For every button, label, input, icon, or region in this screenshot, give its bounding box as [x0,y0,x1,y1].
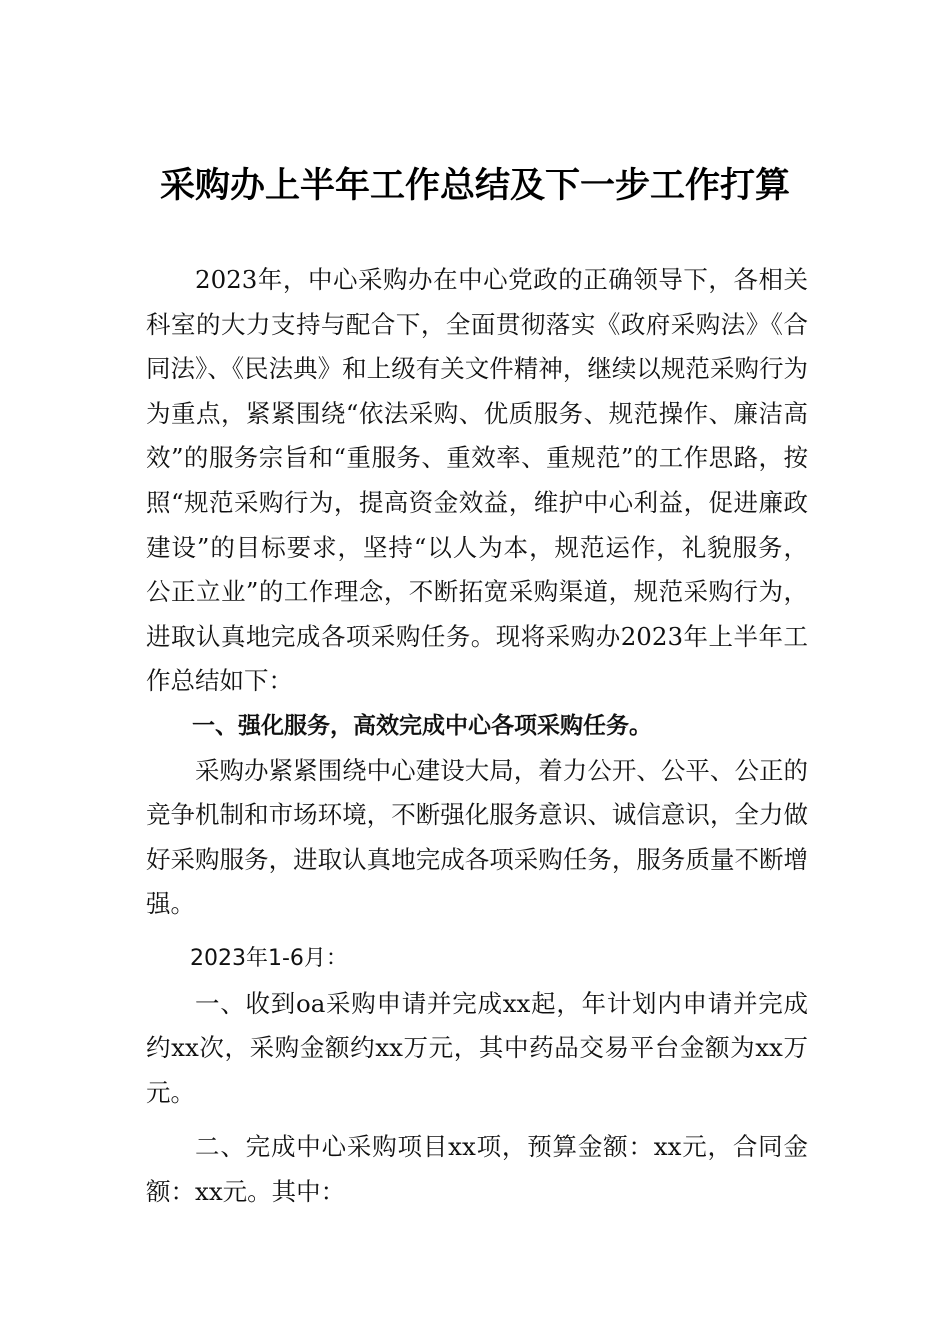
document-title: 采购办上半年工作总结及下一步工作打算 [159,165,790,206]
section-1-heading: 一、强化服务，高效完成中心各项采购任务。 [192,712,652,739]
period-label: 2023年1-6月： [190,945,348,971]
document-body [146,258,808,1214]
section-1-paragraph: 采购办紧紧围绕中心建设大局，着力公开、公平、公正的竞争机制和市场环境，不断强化服务意识、诚信意识，全力做好采购服务，进取认真地完成各项采购任务，服务质量不断增强。 [146,755,808,919]
item-2-paragraph: 二、完成中心采购项目xx项，预算金额：xx元，合同金额：xx元。其中： [146,1132,808,1206]
item-1-paragraph: 一、收到oa采购申请并完成xx起，年计划内申请并完成约xx次，采购金额约xx万元，其中药品交易平台金额为xx万元。 [146,988,808,1107]
intro-paragraph: 2023年，中心采购办在中心党政的正确领导下，各相关科室的大力支持与配合下，全面贯彻落实《政府采购法》《合同法》、《民法典》和上级有关文件精神，继续以规范采购行为为重点，紧紧围绕“依法采购、优质服务、规范操作、廉洁高效”的服务宗旨和“重服务、重效率、重规范”的工作思路，按照“规范采购行为，提高资金效益，维护中心利益，促进廉政建设”的目标要求，坚持“以人为本，规范运作，礼貌服务，公正立业”的工作理念，不断拓宽采购渠道，规范采购行为，进取认真地完成各项采购任务。现将采购办2023年上半年工作总结如下： [146,265,808,696]
